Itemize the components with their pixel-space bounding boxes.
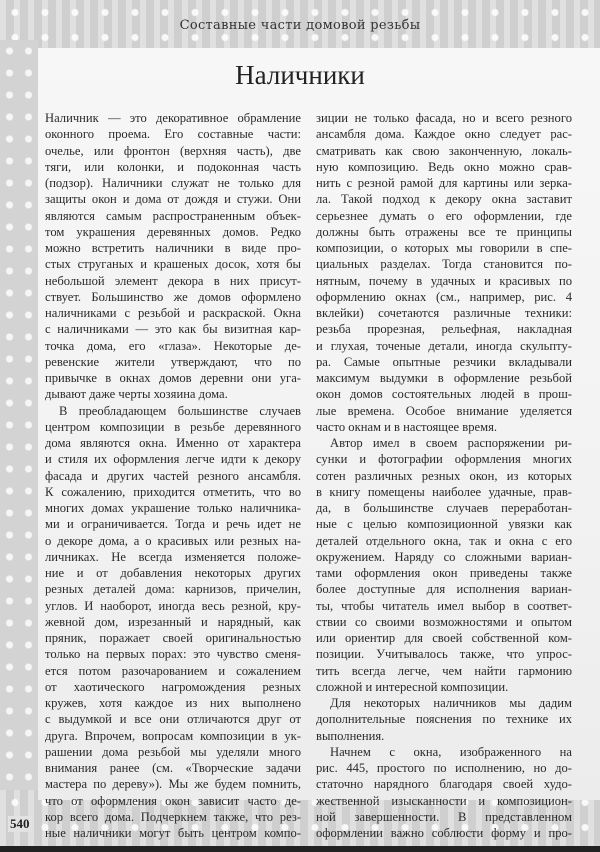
text-line: кор всего дома. Подчеркнем также, что рез-	[45, 809, 301, 824]
text-line: или ориентир для своей собственной ком-	[316, 631, 572, 645]
text-line: пряник, поражает своей оригинальностью	[45, 631, 301, 645]
text-line: оформлению окнах (см., например, рис. 4	[316, 289, 572, 304]
text-line: многих домах украшение только наличника-	[45, 501, 301, 515]
text-line: сунки и фотографии оформления многих	[316, 452, 572, 467]
page-number: 540	[10, 816, 30, 831]
text-line: друга. Впрочем, вопросам композиции в ук-	[45, 728, 301, 743]
text-line: углов. И наоборот, иногда весь резной, кру-	[45, 598, 301, 613]
text-line: окружением. Наряду со сложными вариан-	[316, 549, 572, 564]
text-line: композиции, о которых мы говорили в спе-	[316, 241, 572, 255]
paragraph	[45, 403, 301, 842]
text-line: ра. Самые опытные резчики вкладывали	[316, 354, 572, 369]
text-line: ствует. Большинство же домов оформлено	[45, 289, 301, 304]
text-line: наличниками с резьбой и раскраской. Окна	[45, 306, 301, 320]
text-line: стых струганых и крашеных досок, хотя бы	[45, 257, 301, 272]
text-line: ты, чтобы читатель имел выбор в соответ-	[316, 598, 572, 613]
text-line: серьезнее думать о его оформлении, где	[316, 208, 572, 223]
text-line: центром композиции в резьбе деревянного	[45, 419, 301, 434]
text-line: К сожалению, приходится отметить, что во	[45, 484, 301, 499]
text-line: резьба прорезная, рельефная, накладная	[316, 322, 572, 337]
text-line: Начнем с окна, изображенного на	[330, 744, 572, 759]
text-line: Для некоторых наличников мы дадим	[330, 696, 572, 710]
text-line: фасада и других частей резного ансамбля.	[45, 468, 301, 483]
text-line: нить с резной рамой для картины или зерка-	[316, 176, 572, 190]
text-line: внимания ранее (см. «Творческие задачи	[45, 761, 301, 775]
text-line: являются самым распространенным объек-	[45, 208, 301, 223]
text-line: деталей отдельного окна, так и окна с его	[316, 533, 572, 548]
text-line: сматривать как свою законченную, локаль-	[316, 143, 572, 158]
text-line: ние и от добавления некоторых других	[45, 566, 301, 580]
text-line: защиты окон и дома от дождя и стужи. Они	[45, 192, 301, 207]
ornamental-side-border	[0, 40, 38, 810]
text-line: дывают даже черты хозяина дома.	[45, 387, 228, 402]
text-line: оконного проема. Его составные части:	[45, 127, 301, 142]
text-line: мастера по дереву»). Мы же будем помнить,	[45, 777, 301, 792]
text-line: более доступные для исполнения вариан-	[316, 582, 572, 597]
text-line: только на первых порах: это чувство сменя-	[45, 647, 301, 662]
text-line: позиции. Учитывалось также, что упрос-	[316, 647, 572, 662]
text-line: нятным, почему в удачных и красивых по	[316, 273, 572, 288]
text-line: лые времена. Особое внимание уделяется	[316, 403, 572, 418]
text-line: ные наличники могут быть центром компо-	[45, 826, 301, 840]
text-line: ансамбля дома. Каждое окно следует рас-	[316, 127, 572, 142]
text-line: и глухая, точеные детали, иногда скульпту-	[316, 338, 572, 353]
text-line: тами оформления окон приведены также	[316, 566, 572, 580]
text-line: максимум выдумки в оформление резьбой	[316, 371, 572, 385]
text-line: жевной дом, изрезанный и нарядный, как	[45, 614, 301, 629]
paragraph	[316, 435, 572, 695]
text-line: Наличник — это декоративное обрамление	[45, 111, 301, 125]
text-line: небольшой элемент декора в них присут-	[45, 273, 301, 288]
text-line: вклейки) сочетаются различные техники:	[316, 306, 572, 320]
text-line: рис. 445, простого по исполнению, но до-	[316, 761, 572, 775]
text-line: ные с целью композиционной увязки как	[316, 517, 572, 532]
text-line: ми и ограничивается. Тогда и речь идет не	[45, 517, 301, 532]
paragraph	[316, 110, 572, 435]
paragraph	[316, 695, 572, 744]
text-line: точка дома, его «глаза». Некоторые де-	[45, 338, 301, 353]
page-title: Наличники	[235, 60, 365, 90]
text-line: дома являются окна. Именно от характера	[45, 436, 301, 450]
text-line: о декоре дома, а о красивых или резных на-	[45, 533, 301, 548]
text-line: жественной изысканности и композицион-	[316, 793, 572, 808]
text-line: кружев, хотя каждое из них выполнено	[45, 696, 301, 710]
text-line: ла. Такой подход к декору окна заставит	[316, 192, 572, 207]
text-line: что от оформления окон зависит часто де-	[45, 793, 301, 808]
text-line: с наличниками — это как бы визитная кар-	[45, 322, 301, 337]
text-column-left	[45, 110, 301, 841]
text-line: (подзор). Наличники служат не только для	[45, 176, 301, 190]
text-line: зиции не только фасада, но и всего резного	[316, 111, 572, 125]
text-line: ную композицию. Ведь окно можно срав-	[316, 159, 572, 174]
text-line: ной завершенности. В представленном	[316, 809, 572, 824]
text-line: личниках. Не всегда изменяется положе-	[45, 549, 301, 564]
text-line: тить всегда легче, чем найти гармонию	[316, 663, 572, 678]
scan-edge	[0, 846, 600, 852]
text-line: сложной и интересной композиции.	[316, 679, 509, 694]
text-line: ствии со своими возможностями и опытом	[316, 614, 572, 629]
text-line: очелье, или фронтон (верхняя часть), две	[45, 143, 301, 158]
text-line: можно встретить наличники в виде про-	[45, 241, 301, 255]
text-line: ревенские жители утверждают, что по	[45, 354, 301, 369]
text-line: резных деталей дома: карнизов, причелин,	[45, 582, 301, 597]
paragraph	[316, 744, 572, 842]
text-line: Автор имел в своем распоряжении ри-	[330, 436, 572, 450]
text-line: статочно нарядного благодаря своей худо-	[316, 777, 572, 792]
text-line: тяги, или колонки, и подоконная часть	[45, 159, 301, 174]
text-line: циальных разделах. Тогда становится по-	[316, 257, 572, 272]
text-line: рашении дома резьбой мы уделяли много	[45, 744, 301, 759]
text-line: и стиля их оформления легче идти к декору	[45, 452, 301, 467]
text-line: сотен различных резных окон, из которых	[316, 468, 572, 483]
text-line: с выдумкой и все они отличаются друг от	[45, 712, 301, 727]
text-line: ется потом разочарованием и сожалением	[45, 663, 301, 678]
text-line: да, в большинстве случаев переработан-	[316, 501, 572, 515]
text-line: выполнения.	[316, 728, 385, 743]
paragraph	[45, 110, 301, 403]
text-line: часто окнам и в настоящее время.	[316, 419, 498, 434]
text-line: окон домов состоятельных людей в прош-	[316, 387, 572, 402]
text-line: в книгу помещены наиболее удачные, прав-	[316, 484, 572, 499]
text-line: В преобладающем большинстве случаев	[59, 403, 301, 418]
text-line: привычке в окнах домов деревни они уга-	[45, 371, 301, 385]
running-head: Составные части домовой резьбы	[179, 18, 421, 33]
text-line: оформлении важно соблюсти форму и про-	[316, 826, 572, 840]
text-line: должны быть отражены все те принципы	[316, 224, 572, 239]
text-line: от хаотического нагромождения резных	[45, 679, 301, 694]
text-line: том украшения деревянных домов. Редко	[45, 224, 301, 239]
text-line: дополнительные пояснения по технике их	[316, 712, 572, 727]
text-column-right	[316, 110, 572, 841]
